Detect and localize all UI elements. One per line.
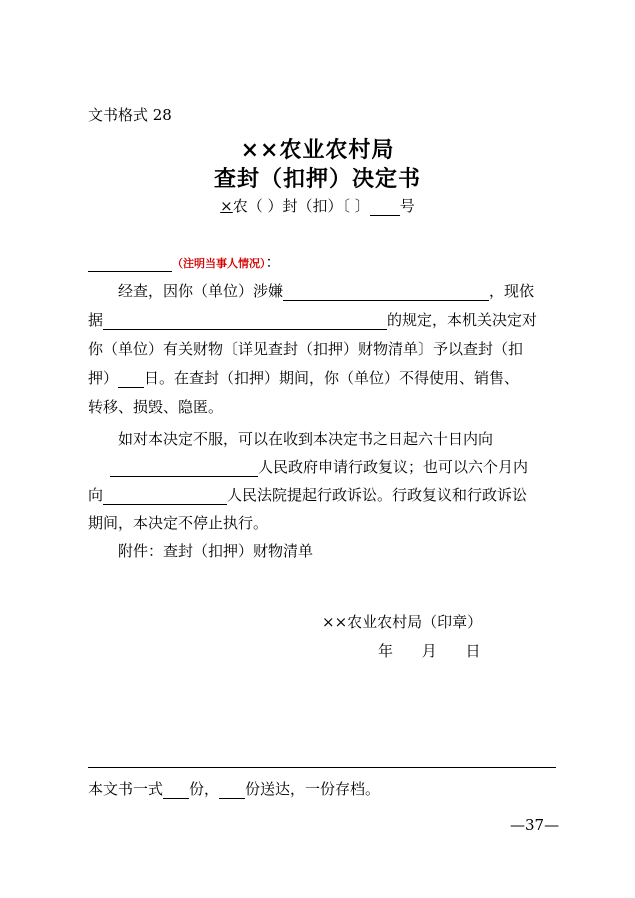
served-copies-blank xyxy=(219,780,245,799)
party-line xyxy=(88,251,281,272)
body-text: ，现依 xyxy=(489,282,535,300)
document-number-line xyxy=(0,195,635,216)
body-text: 押） xyxy=(88,369,119,387)
body-line-4 xyxy=(88,367,519,388)
copies-blank xyxy=(163,780,189,799)
body-text: 人民法院提起行政诉讼。行政复议和行政诉讼 xyxy=(227,486,528,504)
body-text: 如对本决定不服，可以在收到本决定书之日起六十日内向 xyxy=(118,430,494,448)
body-line-5: 转移、损毁、隐匿。 xyxy=(88,398,224,416)
footer-text: 本文书一式 xyxy=(88,780,164,798)
attachment-text: 附件：查封（扣押）财物清单 xyxy=(118,542,314,560)
body-line-7 xyxy=(88,456,528,477)
document-number-blank xyxy=(370,197,400,216)
body-line-2 xyxy=(88,309,537,330)
issuing-authority-title: ××农业农村局 xyxy=(240,137,395,163)
body-text: 据 xyxy=(88,311,104,329)
body-line-8 xyxy=(88,484,527,505)
signature-organization: ××农业农村局（印章） xyxy=(322,613,483,631)
days-blank xyxy=(118,369,144,388)
party-name-blank xyxy=(88,253,172,272)
body-text: 向 xyxy=(88,486,104,504)
body-text: 人民政府申请行政复议；也可以六个月内 xyxy=(258,458,529,476)
document-title: 查封（扣押）决定书 xyxy=(213,166,421,192)
court-blank xyxy=(103,486,227,505)
body-line-6 xyxy=(88,428,493,449)
footer-text: 份送达，一份存档。 xyxy=(245,780,381,798)
body-text: 经查，因你（单位）涉嫌 xyxy=(118,282,284,300)
body-line-3: 你（单位）有关财物〔详见查封（扣押）财物清单〕予以查封（扣 xyxy=(88,340,524,358)
footer-divider xyxy=(88,767,556,768)
attachment-line xyxy=(88,540,313,561)
document-number-middle: 农（ ）封（扣）〔 〕 xyxy=(232,197,370,215)
party-note: （注明当事人情况） xyxy=(172,257,266,270)
document-number-suffix: 号 xyxy=(399,197,415,215)
violation-blank xyxy=(283,282,489,301)
document-number-prefix: × xyxy=(220,197,233,215)
footer-text: 份， xyxy=(189,780,220,798)
document-format-label: 文书格式 28 xyxy=(88,106,172,124)
body-line-9: 期间，本决定不停止执行。 xyxy=(88,514,269,532)
body-line-1 xyxy=(88,280,534,301)
page-number: —37— xyxy=(510,816,560,834)
party-colon: ： xyxy=(265,253,281,271)
legal-basis-blank xyxy=(103,311,387,330)
government-blank xyxy=(110,458,258,477)
signature-date: 年 月 日 xyxy=(378,642,493,660)
body-text: 的规定，本机关决定对 xyxy=(387,311,538,329)
body-text: 日。在查封（扣押）期间，你（单位）不得使用、销售、 xyxy=(144,369,520,387)
footer-copies-note xyxy=(88,778,380,799)
